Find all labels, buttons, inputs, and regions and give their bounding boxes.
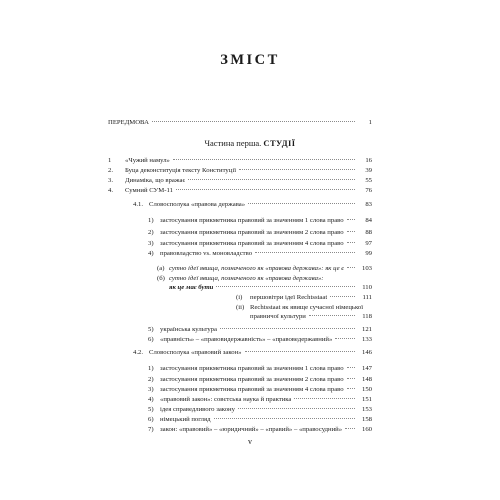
toc-entry-item[interactable] (148, 248, 372, 259)
toc-entry-number: 1) (148, 217, 154, 224)
toc-entry-label: Буца деконституція тексту Конституції (125, 167, 237, 174)
toc-entry-label: «правовий закон»: совєтська наука й практика (160, 396, 292, 403)
toc-entry-number: (ii) (236, 304, 245, 311)
toc-entry-number: 3. (108, 177, 114, 184)
dot-leader (216, 286, 355, 287)
toc-page-number: 97 (365, 240, 372, 247)
toc-entry-preface[interactable] (108, 117, 372, 128)
dot-leader (335, 338, 355, 339)
toc-entry-number: 3) (148, 386, 154, 393)
toc-entry-item[interactable] (148, 227, 372, 238)
toc-page-number: 84 (365, 217, 372, 224)
toc-entry-number: 6) (148, 336, 154, 343)
dot-leader (188, 179, 355, 180)
toc-entry-label: застосування прикметника правовий за значенням 2 слова право (160, 376, 344, 383)
toc-page-number: 150 (361, 386, 372, 393)
toc-page-number: 146 (361, 349, 372, 356)
toc-entry-label: українська культура (160, 326, 217, 333)
toc-entry-item[interactable] (148, 424, 372, 435)
toc-page-number: 103 (361, 265, 372, 272)
toc-page-number: 1 (368, 119, 372, 126)
dot-leader (309, 315, 355, 316)
dot-leader (347, 388, 355, 389)
toc-page-number: 39 (365, 167, 372, 174)
dot-leader (220, 328, 355, 329)
toc-entry-label-continued: як це має бути (169, 284, 214, 291)
part-heading (0, 138, 500, 148)
toc-entry-number: 3) (148, 240, 154, 247)
toc-entry-label: застосування прикметника правовий за значенням 4 слова право (160, 386, 344, 393)
toc-page-number: 151 (361, 396, 372, 403)
toc-entry-label: німецький погляд (160, 416, 211, 423)
toc-page-number: 158 (361, 416, 372, 423)
toc-entry-label: застосування прикметника правовий за значенням 1 слова право (160, 365, 344, 372)
toc-page-number: 118 (362, 313, 372, 320)
dot-leader (255, 252, 355, 253)
dot-leader (347, 242, 355, 243)
toc-entry-number: 2) (148, 229, 154, 236)
toc-entry-label: застосування прикметника правовий за значенням 4 слова право (160, 240, 344, 247)
toc-entry-number: 7) (148, 426, 154, 433)
toc-entry-label: Динаміка, що вражає (125, 177, 186, 184)
toc-entry-label: «правність» – «правовидержавність» – «правоведержавний» (160, 336, 333, 343)
dot-leader (294, 398, 355, 399)
part-heading-prefix: Частина перша. (204, 138, 262, 148)
toc-page-number: 148 (361, 376, 372, 383)
toc-entry-number: 4.1. (133, 201, 144, 208)
toc-entry-number: 4.2. (133, 349, 144, 356)
toc-entry-number: 4) (148, 396, 154, 403)
toc-entry-number: 2. (108, 167, 114, 174)
page-title: ЗМІСТ (220, 52, 280, 68)
toc-entry-label-continued: правничої культури (250, 313, 306, 320)
toc-page-number: 147 (361, 365, 372, 372)
toc-page-number: 160 (361, 426, 372, 433)
toc-entry-label: застосування прикметника правовий за значенням 1 слова право (160, 217, 344, 224)
dot-leader (176, 189, 355, 190)
toc-entry-number: 1 (108, 157, 112, 164)
toc-entry-label: правовладство vs. моновладство (160, 250, 253, 257)
toc-entry-label: застосування прикметника правовий за значенням 2 слова право (160, 229, 344, 236)
dot-leader (347, 367, 355, 368)
toc-entry-label: ідея справедливого закону (160, 406, 235, 413)
dot-leader (345, 428, 355, 429)
toc-page-number: 121 (361, 326, 372, 333)
folio-page-number: v (248, 437, 252, 446)
dot-leader (347, 378, 355, 379)
dot-leader (238, 408, 355, 409)
toc-page-number: 88 (365, 229, 372, 236)
dot-leader (248, 203, 355, 204)
toc-page-number: 133 (361, 336, 372, 343)
toc-entry-label: ПЕРЕДМОВА (108, 119, 149, 126)
toc-page-number: 99 (365, 250, 372, 257)
toc-entry-chapter[interactable] (108, 185, 372, 196)
toc-entry-item[interactable] (148, 363, 372, 374)
toc-page-number: 110 (362, 284, 372, 291)
dot-leader (152, 121, 355, 122)
dot-leader (214, 418, 356, 419)
toc-entry-number: 6) (148, 416, 154, 423)
dot-leader (173, 159, 355, 160)
toc-entry-number: 2) (148, 376, 154, 383)
toc-entry-subsubitem[interactable] (250, 311, 372, 322)
part-heading-name: СТУДІЇ (263, 138, 296, 148)
dot-leader (245, 351, 356, 352)
toc-entry-label: закон: «правовий» – «юридичний» – «правий» – «правосудний» (160, 426, 343, 433)
toc-entry-number: (б) (157, 275, 165, 282)
toc-page-number: 16 (365, 157, 372, 164)
toc-entry-number: 1) (148, 365, 154, 372)
dot-leader (330, 296, 355, 297)
toc-entry-number: 4. (108, 187, 114, 194)
toc-entry-label: сутно ідеї явища, позначеного як «правова держава»: як це є (169, 265, 345, 272)
dot-leader (347, 219, 355, 220)
toc-entry-section[interactable] (133, 347, 372, 358)
toc-entry-number: (і) (236, 294, 243, 301)
toc-page-number: 76 (365, 187, 372, 194)
toc-entry-number: 4) (148, 250, 154, 257)
toc-entry-label: Словосполука «правова держава» (149, 201, 246, 208)
toc-page-number: 111 (362, 294, 372, 301)
toc-page-number: 83 (365, 201, 372, 208)
toc-entry-number: 5) (148, 326, 154, 333)
toc-entry-item[interactable] (148, 334, 372, 345)
dot-leader (347, 267, 355, 268)
toc-entry-label: сутно ідеї явища, позначеного як «правова держава»: (169, 275, 324, 282)
toc-entry-label: першовітри ідеї Rechtsstaat (250, 294, 328, 301)
toc-entry-label: Сумний СУМ-11 (125, 187, 173, 194)
toc-entry-label: Словосполука «правовий закон» (149, 349, 242, 356)
toc-page-number: 153 (361, 406, 372, 413)
toc-entry-number: (a) (157, 265, 165, 272)
toc-entry-number: 5) (148, 406, 154, 413)
dot-leader (239, 169, 355, 170)
dot-leader (347, 231, 355, 232)
toc-page-number: 55 (365, 177, 372, 184)
toc-entry-item[interactable] (148, 215, 372, 226)
toc-entry-section[interactable] (133, 199, 372, 210)
toc-entry-label: «Чужий намул» (125, 157, 170, 164)
toc-entry-label: Rechtsstaat як явище сучасної німецької (250, 304, 364, 311)
